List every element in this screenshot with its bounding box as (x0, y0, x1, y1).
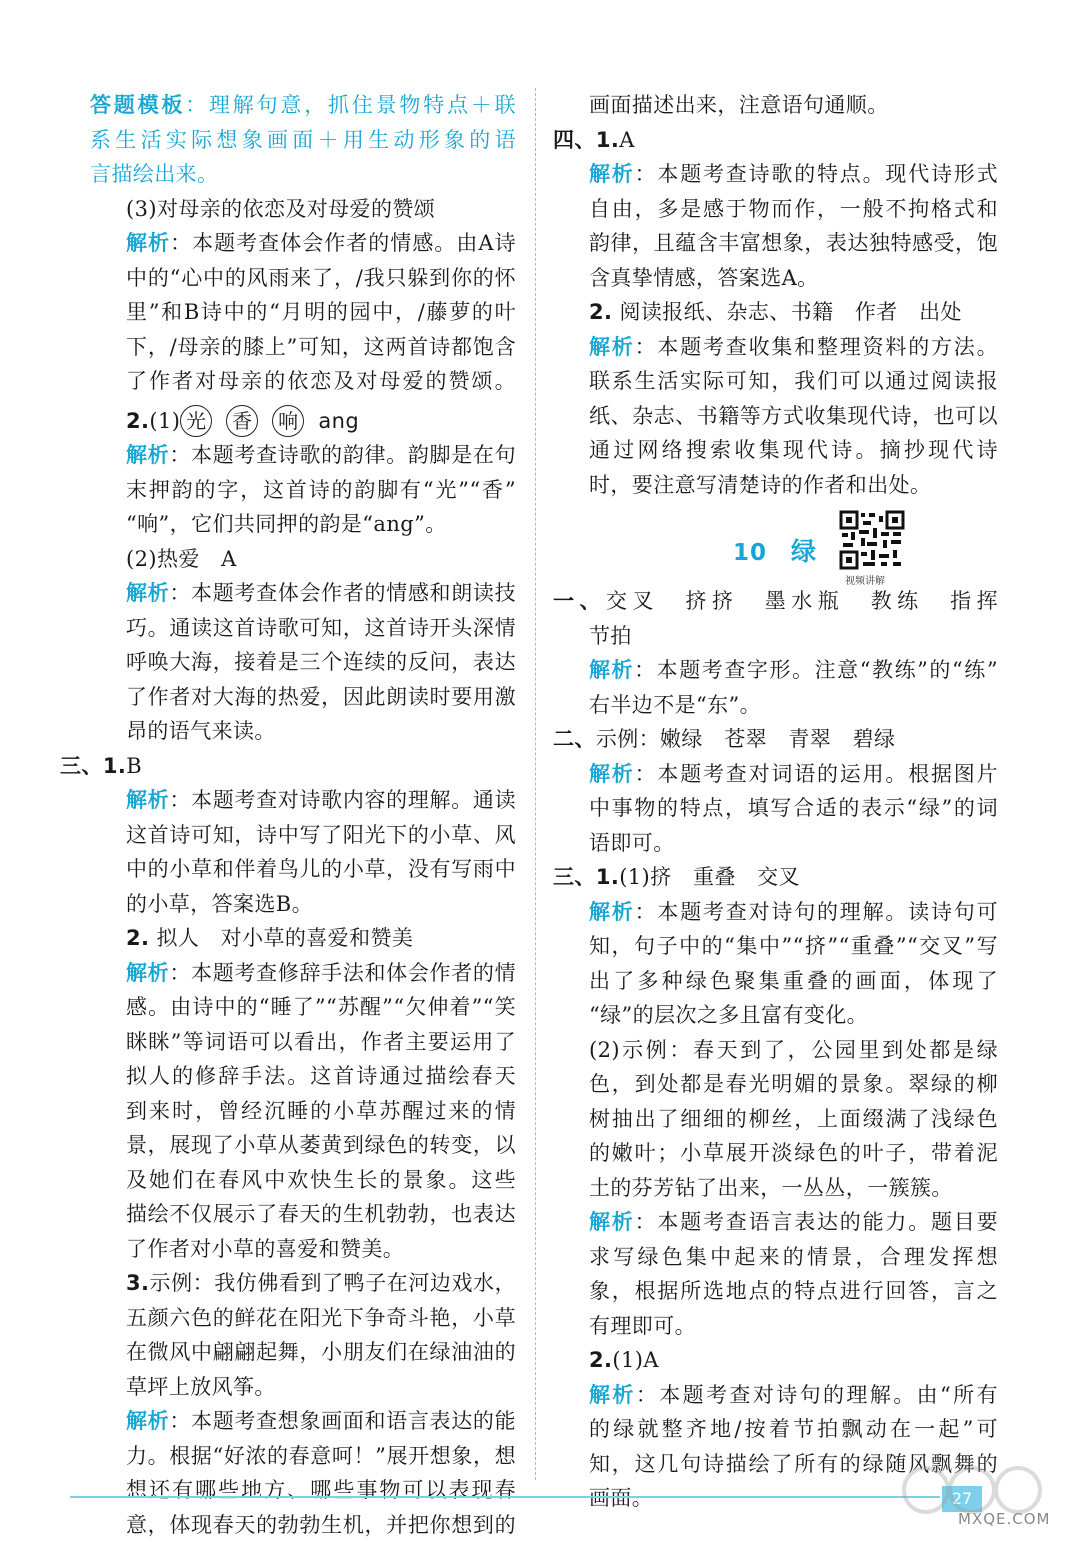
lesson-name: 绿 (791, 537, 817, 566)
analysis-line: 求写绿色集中起来的情景，合理发挥想 (553, 1240, 998, 1275)
analysis-line: 联系生活实际可知，我们可以通过阅读报 (553, 364, 998, 399)
analysis-line: 自由，多是感于物而作，一般不拘格式和 (553, 192, 998, 227)
analysis-line: 解析：本题考查诗歌的特点。现代诗形式 (553, 157, 998, 192)
analysis-label: 解析 (126, 231, 170, 255)
answer-line: 草坪上放风筝。 (90, 1370, 516, 1405)
question-number: 2. (126, 409, 149, 433)
analysis-line: 呼唤大海，接着是三个连续的反问，表达 (90, 645, 516, 680)
analysis-line: 拟人的修辞手法。这首诗通过描绘春天 (90, 1059, 516, 1094)
analysis-line: “绿”的层次之多且富有变化。 (553, 998, 998, 1033)
analysis-line: 韵律，且蕴含丰富想象，表达独特感受，饱 (553, 226, 998, 261)
footer-rule (70, 1496, 940, 1498)
analysis-line: 的小草，答案选B。 (90, 887, 516, 922)
analysis-label: 解析 (589, 335, 635, 359)
answer-line: 节拍 (553, 619, 998, 654)
section-1-line: 一、交叉 挤挤 墨水瓶 教练 指挥 (553, 584, 998, 619)
analysis-line: “响”，它们共同押的韵是“ang”。 (90, 507, 516, 542)
analysis-line: 解析：本题考查体会作者的情感。由A诗 (90, 226, 516, 261)
analysis-line: 了作者对大海的热爱，因此朗读时要用激 (90, 680, 516, 715)
analysis-line: 及她们在春风中欢快生长的景象。这些 (90, 1163, 516, 1198)
analysis-line: 意，体现春天的勃勃生机，并把你想到的 (90, 1508, 516, 1542)
analysis-line: 画面。 (553, 1481, 998, 1516)
qr-code-icon[interactable] (839, 510, 905, 570)
analysis-label: 解析 (589, 1383, 636, 1407)
lesson-header (553, 510, 998, 584)
analysis-line: 解析：本题考查诗歌的韵律。韵脚是在句 (90, 438, 516, 473)
analysis-line: 了作者对母亲的依恋及对母爱的赞颂。 (90, 364, 516, 399)
question-number: 3. (126, 1271, 149, 1295)
answer-line: 2. 阅读报纸、杂志、书籍 作者 出处 (553, 295, 998, 330)
analysis-line: 下，/母亲的膝上”可知，这两首诗都饱含 (90, 330, 516, 365)
answer-line: 色，到处都是春光明媚的景象。翠绿的柳 (553, 1067, 998, 1102)
analysis-line: 巧。通读这首诗歌可知，这首诗开头深情 (90, 611, 516, 646)
section-4-heading: 四、1.A (553, 123, 998, 158)
analysis-line: 知，这几句诗描绘了所有的绿随风飘舞的 (553, 1447, 998, 1482)
answer-line: 2.(1)A (553, 1343, 998, 1378)
lesson-title (733, 532, 817, 568)
page-number: 27 (942, 1486, 982, 1512)
section-3-line: 三、1.(1)挤 重叠 交叉 (553, 860, 998, 895)
analysis-line: 描绘不仅展示了春天的生机勃勃，也表达 (90, 1197, 516, 1232)
analysis-line: 中事物的特点，填写合适的表示“绿”的词 (553, 791, 998, 826)
analysis-line: 有理即可。 (553, 1309, 998, 1344)
analysis-line: 解析：本题考查对诗句的理解。读诗句可 (553, 895, 998, 930)
analysis-line: 景，展现了小草从萎黄到绿色的转变，以 (90, 1128, 516, 1163)
question-number: 1. (103, 754, 126, 778)
analysis-line: 的绿就整齐地/按着节拍飘动在一起”可 (553, 1412, 998, 1447)
rhyme-answer: ang (318, 409, 359, 433)
analysis-line: 知，句子中的“集中”“挤”“重叠”“交叉”写 (553, 929, 998, 964)
analysis-line: 解析：本题考查想象画面和语言表达的能 (90, 1404, 516, 1439)
analysis-line: 眯眯”等词语可以看出，作者主要运用了 (90, 1025, 516, 1060)
analysis-line: 这首诗可知，诗中写了阳光下的小草、风 (90, 818, 516, 853)
analysis-label: 解析 (126, 1409, 169, 1433)
analysis-label: 解析 (589, 162, 635, 186)
analysis-line: 力。根据“好浓的春意呵！”展开想象，想 (90, 1439, 516, 1474)
lesson-number: 10 (733, 540, 767, 566)
analysis-line: 中的小草和伴着鸟儿的小草，没有写雨中 (90, 852, 516, 887)
analysis-line: 时，要注意写清楚诗的作者和出处。 (553, 468, 998, 503)
analysis-line: 了作者对小草的喜爱和赞美。 (90, 1232, 516, 1267)
section-3-heading: 三、1.B (60, 749, 516, 784)
analysis-line: 感。由诗中的“睡了”“苏醒”“欠伸着”“笑 (90, 990, 516, 1025)
analysis-label: 解析 (589, 1210, 635, 1234)
circled-character: 响 (272, 405, 304, 437)
circled-character: 香 (226, 405, 258, 437)
analysis-line: 中的“心中的风雨来了，/我只躲到你的怀 (90, 261, 516, 296)
question-number: 2. (589, 300, 612, 324)
section-label: 三、 (60, 754, 103, 778)
answer-line: 的嫩叶；小草展开淡绿色的叶子，带着泥 (553, 1136, 998, 1171)
analysis-line: 解析：本题考查字形。注意“教练”的“练” (553, 653, 998, 688)
answer-line-q2: 2.(1) 光 香 响 ang (90, 404, 516, 439)
answer-line: 2. 拟人 对小草的喜爱和赞美 (90, 921, 516, 956)
analysis-label: 解析 (589, 900, 635, 924)
analysis-line: 含真挚情感，答案选A。 (553, 261, 998, 296)
analysis-line: 解析：本题考查对诗句的理解。由“所有 (553, 1378, 998, 1413)
question-number: 1. (596, 128, 619, 152)
analysis-line: 通过网络搜索收集现代诗。摘抄现代诗 (553, 433, 998, 468)
column-divider (535, 88, 536, 1480)
analysis-line: 解析：本题考查体会作者的情感和朗读技 (90, 576, 516, 611)
analysis-line: 象，根据所选地点的特点进行回答，言之 (553, 1274, 998, 1309)
circled-character: 光 (180, 405, 212, 437)
answer-line: 土的芬芳钻了出来，一丛丛，一簇簇。 (553, 1171, 998, 1206)
answer-text: (3)对母亲的依恋及对母爱的赞颂 (90, 192, 516, 227)
analysis-line: 解析：本题考查对词语的运用。根据图片 (553, 757, 998, 792)
section-label: 一、 (553, 589, 606, 613)
question-number: 2. (126, 926, 149, 950)
analysis-label: 解析 (126, 581, 169, 605)
section-2-line: 二、示例：嫩绿 苍翠 青翠 碧绿 (553, 722, 998, 757)
analysis-label: 解析 (589, 762, 635, 786)
analysis-line: 右半边不是“东”。 (553, 688, 998, 723)
analysis-label: 解析 (589, 658, 634, 682)
left-column (90, 88, 516, 1542)
analysis-line: 出了多种绿色聚集重叠的画面，体现了 (553, 964, 998, 999)
analysis-line: 解析：本题考查对诗歌内容的理解。通读 (90, 783, 516, 818)
analysis-line: 解析：本题考查语言表达的能力。题目要 (553, 1205, 998, 1240)
analysis-line: 画面描述出来，注意语句通顺。 (553, 88, 998, 123)
qr-caption: 视频讲解 (845, 572, 885, 587)
analysis-line: 解析：本题考查修辞手法和体会作者的情 (90, 956, 516, 991)
answer-text: (2)热爱 A (90, 542, 516, 577)
answer-line: 3.示例：我仿佛看到了鸭子在河边戏水， (90, 1266, 516, 1301)
answer-template-label: 答题模板 (90, 93, 185, 117)
answer-line: 在微风中翩翩起舞，小朋友们在绿油油的 (90, 1335, 516, 1370)
analysis-label: 解析 (126, 443, 169, 467)
question-number: 1. (596, 865, 619, 889)
right-column (553, 88, 998, 1516)
answer-template-line: 答题模板：理解句意，抓住景物特点＋联 (90, 88, 516, 123)
analysis-label: 解析 (126, 788, 169, 812)
answer-line: 五颜六色的鲜花在阳光下争奇斗艳，小草 (90, 1301, 516, 1336)
watermark-text: MXQE.COM (958, 1510, 1051, 1528)
answer-line: (2)示例：春天到了，公园里到处都是绿 (553, 1033, 998, 1068)
section-label: 四、 (553, 128, 596, 152)
analysis-line: 语即可。 (553, 826, 998, 861)
answer-line: 树抽出了细细的柳丝，上面缀满了浅绿色 (553, 1102, 998, 1137)
analysis-line: 解析：本题考查收集和整理资料的方法。 (553, 330, 998, 365)
answer-template-line: 言描绘出来。 (90, 157, 516, 192)
analysis-line: 想还有哪些地方、哪些事物可以表现春 (90, 1473, 516, 1508)
answer-template-line: 系生活实际想象画面＋用生动形象的语 (90, 123, 516, 158)
analysis-line: 里”和B诗中的“月明的园中，/藤萝的叶 (90, 295, 516, 330)
analysis-label: 解析 (126, 961, 169, 985)
section-label: 三、 (553, 865, 596, 889)
section-label: 二、 (553, 727, 596, 751)
question-number: 2. (589, 1348, 612, 1372)
analysis-line: 昂的语气来读。 (90, 714, 516, 749)
analysis-line: 末押韵的字，这首诗的韵脚有“光”“香” (90, 473, 516, 508)
analysis-line: 到来时，曾经沉睡的小草苏醒过来的情 (90, 1094, 516, 1129)
analysis-line: 纸、杂志、书籍等方式收集现代诗，也可以 (553, 399, 998, 434)
